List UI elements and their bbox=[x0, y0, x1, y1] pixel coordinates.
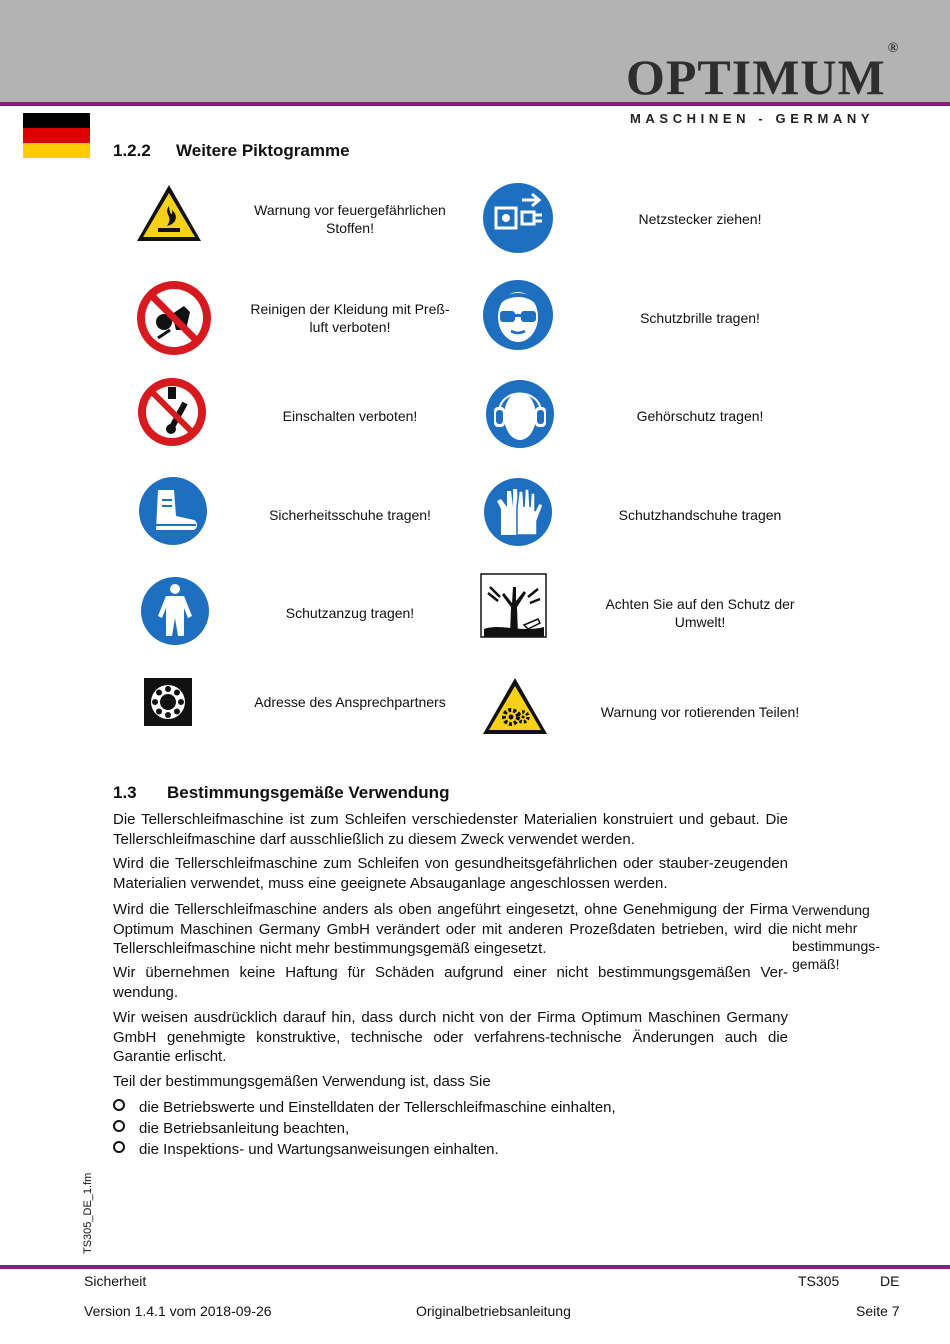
paragraph: Wird die Tellerschleifmaschine zum Schleifen von gesundheitsgefährlichen oder stauber-zeugenden Materialien verwendet, muss eine geeignete Absauganlage angeschlossen werden. bbox=[113, 855, 788, 892]
section-title: Bestimmungsgemäße Verwendung bbox=[167, 783, 450, 802]
flammable-warning-icon bbox=[134, 182, 204, 244]
footer-doc-type: Originalbetriebsanleitung bbox=[416, 1303, 571, 1319]
footer-page-number: Seite 7 bbox=[856, 1303, 900, 1319]
list-item: die Inspektions- und Wartungsanweisungen einhalten. bbox=[113, 1140, 499, 1159]
bullet-icon bbox=[113, 1141, 125, 1153]
paragraph: Wir übernehmen keine Haftung für Schäden aufgrund einer nicht bestimmungsgemäßen Ver-wendung. bbox=[113, 964, 788, 1001]
pictogram-label: Schutzhandschuhe tragen bbox=[618, 507, 782, 523]
footer-divider bbox=[0, 1265, 950, 1269]
paragraph: Die Tellerschleifmaschine ist zum Schleifen verschiedenster Materialien konstruiert und gebaut. Die Tellerschleifmaschine darf ausschließlich zu diesem Zweck verwendet werden. bbox=[113, 811, 788, 848]
list-item: die Betriebsanleitung beachten, bbox=[113, 1119, 349, 1138]
pictogram-label: Einschalten verboten! bbox=[282, 408, 418, 424]
german-flag-icon bbox=[23, 113, 90, 158]
section-number: 1.3 bbox=[113, 783, 137, 802]
section-number: 1.2.2 bbox=[113, 141, 151, 160]
pictogram-label: Netzstecker ziehen! bbox=[638, 211, 762, 227]
footer-version: Version 1.4.1 vom 2018-09-26 bbox=[84, 1303, 272, 1319]
paragraph: Teil der bestimmungsgemäßen Verwendung ist, dass Sie bbox=[113, 1073, 491, 1090]
footer-model: TS305 bbox=[798, 1273, 840, 1289]
pictogram-label: Warnung vor feuergefährlichen Stoffen! bbox=[254, 202, 446, 236]
section-title: Weitere Piktogramme bbox=[176, 141, 350, 160]
ear-protection-icon bbox=[485, 379, 555, 449]
no-compressed-air-cleaning-icon bbox=[136, 280, 212, 356]
paragraph: Wird die Tellerschleifmaschine anders als oben angeführt eingesetzt, ohne Genehmigung der Firma Optimum Maschinen Germany GmbH verändert oder mit anderen Prozeßdaten betrieben, wird die Tellerschleifmaschine nicht mehr bestimmungsgemäß eingesetzt. bbox=[113, 901, 788, 957]
protective-suit-icon bbox=[140, 576, 210, 646]
telephone-icon bbox=[144, 678, 192, 726]
brand-logo: OPTIMUM® bbox=[626, 41, 900, 105]
pictogram-label: Sicherheitsschuhe tragen! bbox=[269, 507, 431, 523]
pictogram-label: Adresse des Ansprechpartners bbox=[254, 694, 446, 710]
bullet-icon bbox=[113, 1120, 125, 1132]
protective-gloves-icon bbox=[483, 477, 553, 547]
source-filename: TS305_DE_1.fm bbox=[82, 1172, 94, 1254]
paragraph: Wir weisen ausdrücklich darauf hin, dass durch nicht von der Firma Optimum Maschinen Germany GmbH genehmigte konstruktive, technische oder verfahrens-technische Änderungen auch die Garantie erlischt. bbox=[113, 1009, 788, 1065]
brand-tagline: MASCHINEN - GERMANY bbox=[630, 111, 875, 126]
pictogram-label: Schutzanzug tragen! bbox=[285, 605, 415, 621]
unplug-icon bbox=[482, 182, 554, 254]
pictogram-label: Reinigen der Kleidung mit Preß-luft verboten! bbox=[250, 301, 450, 335]
safety-shoes-icon bbox=[138, 476, 208, 546]
pictogram-label: Achten Sie auf den Schutz der Umwelt! bbox=[605, 596, 795, 630]
safety-goggles-icon bbox=[482, 279, 554, 351]
pictogram-label: Warnung vor rotierenden Teilen! bbox=[600, 704, 800, 720]
footer-language: DE bbox=[880, 1273, 900, 1289]
rotating-parts-warning-icon bbox=[480, 675, 550, 737]
environment-icon bbox=[480, 573, 547, 638]
margin-note: Verwendung nicht mehr bestimmungs-gemäß! bbox=[792, 902, 880, 972]
footer-section: Sicherheit bbox=[84, 1273, 147, 1289]
list-item: die Betriebswerte und Einstelldaten der Tellerschleifmaschine einhalten, bbox=[113, 1098, 616, 1117]
bullet-icon bbox=[113, 1099, 125, 1111]
pictogram-label: Gehörschutz tragen! bbox=[636, 408, 764, 424]
pictogram-label: Schutzbrille tragen! bbox=[640, 310, 760, 326]
no-switch-on-icon bbox=[137, 377, 207, 447]
